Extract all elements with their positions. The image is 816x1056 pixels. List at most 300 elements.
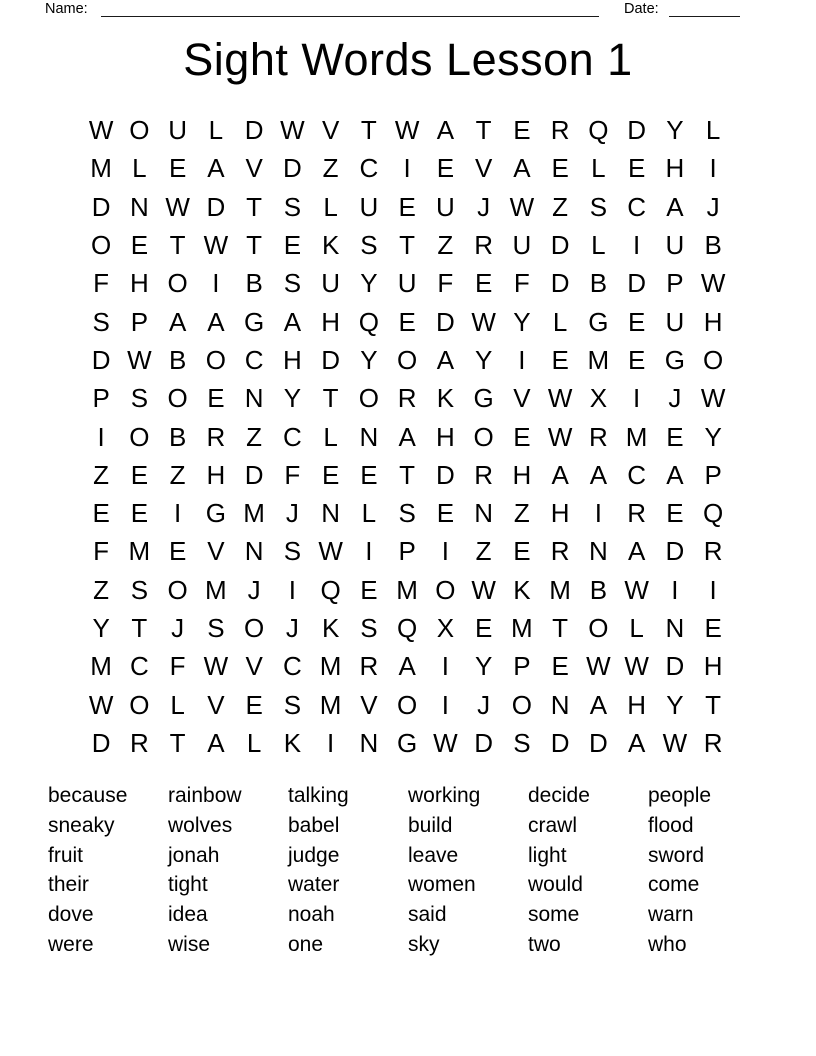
grid-letter[interactable]: S <box>398 498 416 529</box>
grid-letter[interactable]: S <box>283 689 302 720</box>
grid-letter[interactable]: P <box>92 383 110 414</box>
grid-letter[interactable]: D <box>588 727 608 758</box>
grid-letter[interactable]: T <box>246 191 263 222</box>
grid-letter[interactable]: O <box>129 689 150 720</box>
grid-letter[interactable]: R <box>206 421 226 452</box>
grid-letter[interactable]: O <box>129 421 150 452</box>
grid-letter[interactable]: J <box>247 574 261 605</box>
grid-letter[interactable]: E <box>474 613 493 643</box>
grid-letter[interactable]: I <box>441 651 449 682</box>
grid-letter[interactable]: E <box>360 459 378 490</box>
grid-letter[interactable]: M <box>549 574 571 605</box>
grid-letter[interactable]: A <box>666 191 684 222</box>
grid-letter[interactable]: W <box>662 727 688 758</box>
word-list-item: babel <box>288 813 340 837</box>
grid-letter[interactable]: H <box>703 651 723 682</box>
grid-letter[interactable]: A <box>589 689 608 720</box>
grid-letter[interactable]: E <box>627 306 646 337</box>
grid-letter[interactable]: Q <box>397 613 418 643</box>
grid-letter[interactable]: G <box>588 306 609 337</box>
grid-letter[interactable]: H <box>550 498 570 529</box>
grid-letter[interactable]: Y <box>704 421 722 452</box>
grid-letter[interactable]: W <box>624 574 649 605</box>
grid-letter[interactable]: A <box>666 459 684 490</box>
grid-letter[interactable]: A <box>513 153 531 184</box>
grid-letter[interactable]: E <box>398 306 416 337</box>
grid-letter[interactable]: V <box>245 153 263 184</box>
grid-letter[interactable]: W <box>165 191 190 222</box>
grid-letter[interactable]: W <box>433 727 458 758</box>
grid-letter[interactable]: W <box>127 344 152 375</box>
grid-letter[interactable]: A <box>436 115 455 146</box>
grid-letter[interactable]: Z <box>93 574 110 605</box>
grid-letter[interactable]: Y <box>474 344 493 375</box>
grid-letter[interactable]: X <box>589 383 608 414</box>
grid-letter[interactable]: Z <box>513 498 530 529</box>
grid-letter[interactable]: J <box>477 191 491 222</box>
grid-letter[interactable]: V <box>474 153 493 184</box>
grid-letter[interactable]: W <box>547 421 573 452</box>
grid-letter[interactable]: I <box>633 383 641 414</box>
grid-letter[interactable]: W <box>586 651 611 682</box>
grid-letter[interactable]: I <box>327 727 335 758</box>
grid-letter[interactable]: E <box>92 498 110 529</box>
grid-letter[interactable]: N <box>359 421 379 452</box>
grid-letter[interactable]: G <box>205 498 226 529</box>
grid-letter[interactable]: D <box>550 268 570 299</box>
grid-letter[interactable]: M <box>319 689 342 720</box>
grid-letter[interactable]: E <box>513 115 531 146</box>
grid-letter[interactable]: L <box>591 230 606 261</box>
grid-letter[interactable]: E <box>130 459 149 490</box>
grid-letter[interactable]: R <box>550 115 570 146</box>
grid-letter[interactable]: M <box>587 344 610 375</box>
grid-letter[interactable]: E <box>436 153 455 184</box>
grid-letter[interactable]: W <box>88 115 114 146</box>
grid-letter[interactable]: N <box>244 383 264 414</box>
grid-letter[interactable]: I <box>671 574 679 605</box>
grid-letter[interactable]: E <box>436 498 455 529</box>
grid-letter[interactable]: E <box>704 613 722 643</box>
grid-letter[interactable]: D <box>627 268 647 299</box>
grid-letter[interactable]: Q <box>358 306 379 337</box>
grid-letter[interactable]: F <box>93 536 110 567</box>
grid-letter[interactable]: V <box>321 115 340 146</box>
grid-letter[interactable]: R <box>588 421 608 452</box>
grid-letter[interactable]: C <box>129 651 149 682</box>
grid-letter[interactable]: J <box>668 383 682 414</box>
grid-letter[interactable]: Q <box>703 498 724 529</box>
grid-letter[interactable]: H <box>703 306 723 337</box>
grid-letter[interactable]: C <box>359 153 379 184</box>
grid-letter[interactable]: N <box>129 191 149 222</box>
grid-letter[interactable]: C <box>627 191 647 222</box>
grid-letter[interactable]: S <box>130 574 149 605</box>
grid-letter[interactable]: O <box>703 344 724 375</box>
grid-letter[interactable]: O <box>511 689 532 720</box>
grid-letter[interactable]: D <box>550 727 570 758</box>
grid-letter[interactable]: B <box>168 344 187 375</box>
word-list <box>48 781 768 960</box>
grid-letter[interactable]: Y <box>666 115 684 146</box>
grid-letter[interactable]: T <box>552 613 569 643</box>
grid-letter[interactable]: N <box>588 536 608 567</box>
grid-letter[interactable]: Y <box>360 268 378 299</box>
grid-letter[interactable]: O <box>91 230 112 261</box>
grid-letter[interactable]: D <box>91 727 111 758</box>
grid-letter[interactable]: A <box>207 727 225 758</box>
grid-letter[interactable]: U <box>397 268 417 299</box>
grid-letter[interactable]: Z <box>437 230 454 261</box>
grid-letter[interactable]: M <box>205 574 227 605</box>
grid-letter[interactable]: O <box>167 574 188 605</box>
grid-letter[interactable]: S <box>283 536 302 567</box>
grid-letter[interactable]: D <box>665 651 685 682</box>
grid-letter[interactable]: I <box>441 536 449 567</box>
grid-letter[interactable]: E <box>513 536 531 567</box>
word-list-item: working <box>408 784 481 807</box>
grid-letter[interactable]: I <box>174 498 182 529</box>
grid-letter[interactable]: R <box>129 727 149 758</box>
grid-letter[interactable]: C <box>244 344 264 375</box>
grid-letter[interactable]: D <box>91 344 111 375</box>
grid-letter[interactable]: P <box>513 651 531 682</box>
grid-letter[interactable]: Z <box>475 536 492 567</box>
grid-letter[interactable]: L <box>170 689 185 720</box>
grid-letter[interactable]: A <box>207 306 225 337</box>
grid-letter[interactable]: S <box>92 306 110 337</box>
grid-letter[interactable]: A <box>436 344 455 375</box>
grid-letter[interactable]: D <box>435 459 455 490</box>
grid-letter[interactable]: O <box>435 574 456 605</box>
grid-letter[interactable]: S <box>283 191 302 222</box>
grid-letter[interactable]: Z <box>322 153 339 184</box>
grid-letter[interactable]: V <box>513 383 531 414</box>
grid-letter[interactable]: M <box>511 613 533 643</box>
grid-letter[interactable]: K <box>513 574 531 605</box>
grid-letter[interactable]: W <box>471 306 496 337</box>
grid-letter[interactable]: M <box>396 574 418 605</box>
grid-letter[interactable]: Z <box>169 459 186 490</box>
grid-letter[interactable]: D <box>550 230 570 261</box>
grid-letter[interactable]: I <box>518 344 526 375</box>
grid-letter[interactable]: F <box>437 268 454 299</box>
grid-letter[interactable]: H <box>627 689 647 720</box>
grid-letter[interactable]: L <box>208 115 224 146</box>
grid-letter[interactable]: O <box>205 344 226 375</box>
grid-letter[interactable]: I <box>212 268 220 299</box>
grid-letter[interactable]: N <box>321 498 341 529</box>
grid-letter[interactable]: G <box>397 727 418 758</box>
grid-letter[interactable]: T <box>131 613 148 643</box>
grid-letter[interactable]: I <box>709 153 717 184</box>
grid-letter[interactable]: E <box>666 498 684 529</box>
grid-letter[interactable]: R <box>474 230 494 261</box>
grid-letter[interactable]: P <box>666 268 684 299</box>
grid-letter[interactable]: Y <box>360 344 378 375</box>
grid-letter[interactable]: T <box>169 230 186 261</box>
grid-letter[interactable]: D <box>435 306 455 337</box>
grid-letter[interactable]: S <box>513 727 531 758</box>
date-fill-line[interactable] <box>669 0 740 17</box>
grid-letter[interactable]: H <box>206 459 226 490</box>
grid-letter[interactable]: W <box>509 191 535 222</box>
grid-letter[interactable]: D <box>244 459 264 490</box>
grid-letter[interactable]: T <box>475 115 492 146</box>
grid-letter[interactable]: W <box>394 115 420 146</box>
grid-letter[interactable]: U <box>435 191 455 222</box>
grid-letter[interactable]: A <box>283 306 302 337</box>
grid-letter[interactable]: Q <box>320 574 341 605</box>
grid-letter[interactable]: A <box>398 651 416 682</box>
grid-letter[interactable]: F <box>169 651 186 682</box>
grid-letter[interactable]: E <box>360 574 378 605</box>
grid-letter[interactable]: R <box>397 383 417 414</box>
grid-letter[interactable]: B <box>245 268 263 299</box>
grid-letter[interactable]: K <box>321 230 340 261</box>
grid-letter[interactable]: T <box>399 230 416 261</box>
grid-letter[interactable]: W <box>624 651 649 682</box>
grid-letter[interactable]: M <box>625 421 648 452</box>
grid-letter[interactable]: A <box>551 459 569 490</box>
grid-letter[interactable]: R <box>359 651 379 682</box>
name-fill-line[interactable] <box>101 0 599 17</box>
grid-letter[interactable]: K <box>436 383 455 414</box>
grid-letter[interactable]: T <box>705 689 722 720</box>
grid-letter[interactable]: L <box>246 727 262 758</box>
grid-letter[interactable]: O <box>167 268 188 299</box>
grid-letter[interactable]: A <box>168 306 187 337</box>
grid-letter[interactable]: J <box>285 498 299 529</box>
grid-letter[interactable]: V <box>360 689 378 720</box>
grid-letter[interactable]: O <box>358 383 379 414</box>
grid-letter[interactable]: D <box>282 153 302 184</box>
grid-letter[interactable]: L <box>323 421 338 452</box>
grid-letter[interactable]: E <box>130 498 149 529</box>
grid-letter[interactable]: E <box>666 421 684 452</box>
grid-letter[interactable]: N <box>474 498 494 529</box>
grid-letter[interactable]: F <box>284 459 301 490</box>
grid-letter[interactable]: B <box>168 421 187 452</box>
grid-letter[interactable]: H <box>435 421 455 452</box>
grid-letter[interactable]: H <box>665 153 685 184</box>
grid-letter[interactable]: D <box>244 115 264 146</box>
grid-letter[interactable]: Y <box>666 689 684 720</box>
grid-letter[interactable]: T <box>322 383 339 414</box>
grid-letter[interactable]: E <box>513 421 531 452</box>
grid-letter[interactable]: L <box>705 115 721 146</box>
grid-letter[interactable]: H <box>512 459 532 490</box>
grid-letter[interactable]: G <box>244 306 265 337</box>
grid-letter[interactable]: I <box>403 153 411 184</box>
grid-letter[interactable]: I <box>97 421 105 452</box>
grid-letter[interactable]: S <box>589 191 608 222</box>
grid-letter[interactable]: V <box>207 536 225 567</box>
grid-letter[interactable]: L <box>591 153 606 184</box>
grid-letter[interactable]: N <box>665 613 685 643</box>
grid-letter[interactable]: C <box>282 651 302 682</box>
grid-letter[interactable]: E <box>627 153 646 184</box>
grid-letter[interactable]: V <box>245 651 263 682</box>
grid-letter[interactable]: E <box>551 651 569 682</box>
grid-letter[interactable]: U <box>321 268 341 299</box>
grid-letter[interactable]: M <box>243 498 265 529</box>
grid-letter[interactable]: W <box>88 689 114 720</box>
grid-letter[interactable]: W <box>700 383 726 414</box>
grid-letter[interactable]: Z <box>552 191 569 222</box>
grid-letter[interactable]: L <box>132 153 147 184</box>
grid-letter[interactable]: L <box>629 613 644 643</box>
grid-letter[interactable]: W <box>203 230 229 261</box>
grid-letter[interactable]: P <box>130 306 149 337</box>
grid-letter[interactable]: O <box>129 115 150 146</box>
grid-letter[interactable]: E <box>168 153 187 184</box>
name-label: Name: <box>45 1 88 17</box>
word-list-column <box>168 781 288 960</box>
grid-letter[interactable]: S <box>360 613 378 643</box>
grid-letter[interactable]: O <box>397 689 418 720</box>
grid-letter[interactable]: U <box>665 306 685 337</box>
grid-letter[interactable]: W <box>280 115 305 146</box>
grid-letter[interactable]: P <box>398 536 416 567</box>
grid-letter[interactable]: E <box>207 383 225 414</box>
grid-letter[interactable]: K <box>283 727 302 758</box>
grid-letter[interactable]: R <box>627 498 647 529</box>
grid-letter[interactable]: E <box>551 153 569 184</box>
grid-letter[interactable]: T <box>246 230 263 261</box>
grid-letter[interactable]: U <box>168 115 188 146</box>
grid-letter[interactable]: S <box>130 383 149 414</box>
grid-letter[interactable]: D <box>474 727 494 758</box>
grid-letter[interactable]: A <box>207 153 225 184</box>
grid-letter[interactable]: Y <box>283 383 302 414</box>
grid-letter[interactable]: O <box>397 344 418 375</box>
grid-letter[interactable]: W <box>471 574 496 605</box>
grid-letter[interactable]: D <box>206 191 226 222</box>
grid-letter[interactable]: Y <box>474 651 493 682</box>
grid-letter[interactable]: R <box>703 727 723 758</box>
grid-letter[interactable]: I <box>365 536 373 567</box>
grid-letter[interactable]: Y <box>513 306 531 337</box>
grid-letter[interactable]: B <box>704 230 722 261</box>
grid-letter[interactable]: E <box>474 268 493 299</box>
grid-letter[interactable]: W <box>547 383 573 414</box>
grid-letter[interactable]: H <box>321 306 341 337</box>
word-list-item: water <box>288 873 340 897</box>
grid-letter[interactable]: Z <box>246 421 263 452</box>
grid-letter[interactable]: Y <box>92 613 110 643</box>
grid-letter[interactable]: R <box>703 536 723 567</box>
grid-letter[interactable]: A <box>627 727 646 758</box>
grid-letter[interactable]: M <box>319 651 342 682</box>
grid-letter[interactable]: C <box>282 421 302 452</box>
grid-letter[interactable]: L <box>361 498 377 529</box>
grid-letter[interactable]: W <box>700 268 726 299</box>
grid-letter[interactable]: W <box>203 651 229 682</box>
grid-letter[interactable]: N <box>244 536 264 567</box>
grid-letter[interactable]: O <box>167 383 188 414</box>
grid-letter[interactable]: H <box>129 268 149 299</box>
grid-letter[interactable]: H <box>282 344 302 375</box>
grid-letter[interactable]: T <box>399 459 416 490</box>
grid-letter[interactable]: O <box>244 613 265 643</box>
grid-letter[interactable]: D <box>627 115 647 146</box>
grid-letter[interactable]: M <box>90 153 112 184</box>
grid-letter[interactable]: D <box>91 191 111 222</box>
grid-letter[interactable]: A <box>627 536 646 567</box>
grid-letter[interactable]: E <box>245 689 263 720</box>
grid-letter[interactable]: O <box>473 421 494 452</box>
grid-letter[interactable]: S <box>360 230 378 261</box>
grid-letter[interactable]: E <box>551 344 569 375</box>
grid-letter[interactable]: I <box>288 574 296 605</box>
grid-letter[interactable]: B <box>589 268 608 299</box>
grid-letter[interactable]: E <box>130 230 149 261</box>
grid-letter[interactable]: I <box>594 498 602 529</box>
grid-letter[interactable]: M <box>90 651 112 682</box>
grid-letter[interactable]: I <box>633 230 641 261</box>
word-list-item: people <box>648 784 712 807</box>
grid-letter[interactable]: Z <box>93 459 110 490</box>
grid-letter[interactable]: C <box>627 459 647 490</box>
grid-letter[interactable]: A <box>398 421 416 452</box>
grid-letter[interactable]: E <box>283 230 302 261</box>
word-list-item: build <box>408 813 453 837</box>
grid-letter[interactable]: F <box>513 268 530 299</box>
grid-letter[interactable]: J <box>706 191 720 222</box>
grid-letter[interactable]: I <box>441 689 449 720</box>
grid-letter[interactable]: T <box>360 115 377 146</box>
grid-letter[interactable]: I <box>709 574 717 605</box>
grid-letter[interactable]: A <box>589 459 608 490</box>
grid-letter[interactable]: J <box>171 613 185 643</box>
grid-letter[interactable]: E <box>398 191 416 222</box>
grid-letter[interactable]: D <box>321 344 341 375</box>
grid-letter[interactable]: F <box>93 268 110 299</box>
grid-letter[interactable]: V <box>207 689 225 720</box>
grid-letter[interactable]: E <box>321 459 340 490</box>
grid-letter[interactable]: U <box>359 191 379 222</box>
grid-letter[interactable]: G <box>473 383 494 414</box>
grid-letter[interactable]: Q <box>588 115 609 146</box>
grid-letter[interactable]: L <box>323 191 338 222</box>
grid-letter[interactable]: U <box>512 230 532 261</box>
grid-letter[interactable]: P <box>704 459 722 490</box>
grid-letter[interactable]: B <box>589 574 608 605</box>
grid-letter[interactable]: R <box>550 536 570 567</box>
word-list-item: their <box>48 873 89 897</box>
grid-letter[interactable]: D <box>665 536 685 567</box>
grid-letter[interactable]: L <box>552 306 568 337</box>
grid-letter[interactable]: J <box>477 689 491 720</box>
grid-letter[interactable]: G <box>664 344 685 375</box>
grid-letter[interactable]: W <box>318 536 343 567</box>
grid-letter[interactable]: N <box>359 727 379 758</box>
grid-letter[interactable]: S <box>207 613 225 643</box>
grid-letter[interactable]: E <box>627 344 646 375</box>
grid-letter[interactable]: S <box>283 268 302 299</box>
grid-letter[interactable]: T <box>169 727 186 758</box>
grid-letter[interactable]: U <box>665 230 685 261</box>
grid-letter[interactable]: X <box>436 613 455 643</box>
grid-letter[interactable]: N <box>550 689 570 720</box>
grid-letter[interactable]: J <box>285 613 299 643</box>
grid-letter[interactable]: O <box>588 613 609 643</box>
grid-letter[interactable]: E <box>168 536 187 567</box>
grid-letter[interactable]: R <box>474 459 494 490</box>
grid-letter[interactable]: K <box>321 613 340 643</box>
grid-letter[interactable]: M <box>128 536 151 567</box>
